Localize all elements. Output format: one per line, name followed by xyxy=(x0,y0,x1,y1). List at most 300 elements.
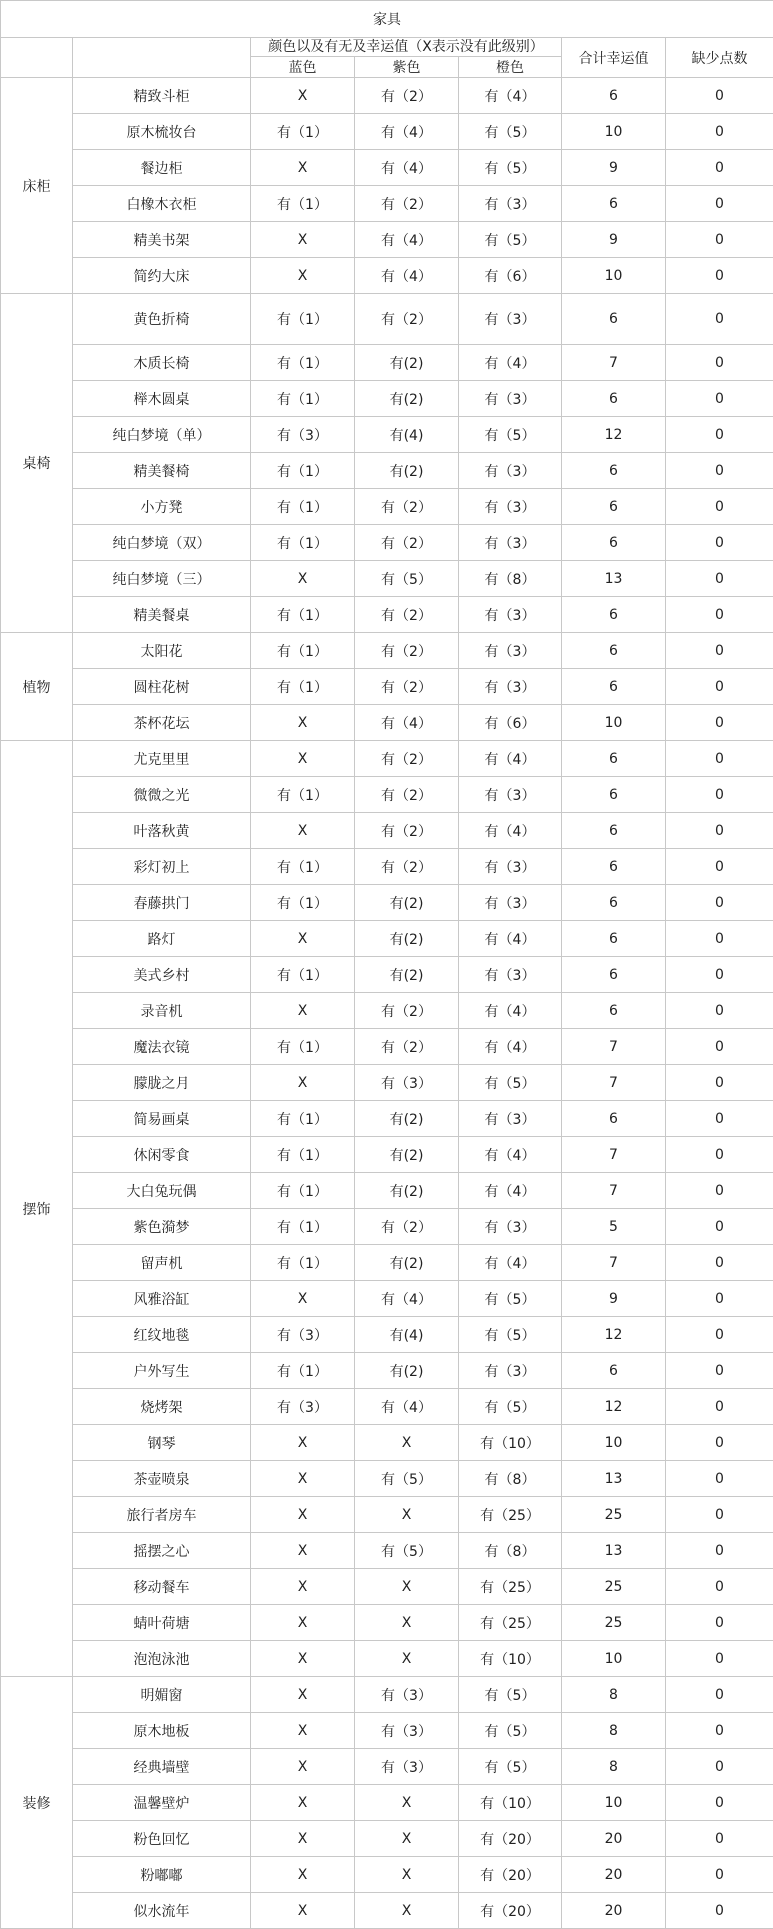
missing-cell: 0 xyxy=(666,705,773,741)
total-cell: 6 xyxy=(562,993,666,1029)
item-name-cell: 温馨壁炉 xyxy=(73,1785,251,1821)
orange-cell: 有（20） xyxy=(459,1821,562,1857)
missing-cell: 0 xyxy=(666,1353,773,1389)
purple-cell: 有(4) xyxy=(355,417,459,453)
blue-cell: X xyxy=(251,1713,355,1749)
orange-cell: 有（20） xyxy=(459,1857,562,1893)
blue-cell: X xyxy=(251,1497,355,1533)
total-cell: 20 xyxy=(562,1893,666,1929)
total-cell: 7 xyxy=(562,1173,666,1209)
table-row xyxy=(1,705,773,741)
orange-cell: 有（5） xyxy=(459,1281,562,1317)
blue-cell: X xyxy=(251,1893,355,1929)
item-name-cell: 红纹地毯 xyxy=(73,1317,251,1353)
item-name-cell: 彩灯初上 xyxy=(73,849,251,885)
item-name-cell: 风雅浴缸 xyxy=(73,1281,251,1317)
missing-cell: 0 xyxy=(666,921,773,957)
table-row xyxy=(1,669,773,705)
orange-cell: 有（3） xyxy=(459,489,562,525)
header-blank-category xyxy=(1,38,73,78)
orange-cell: 有（3） xyxy=(459,633,562,669)
orange-cell: 有（3） xyxy=(459,885,562,921)
orange-cell: 有（3） xyxy=(459,777,562,813)
header-missing: 缺少点数 xyxy=(666,38,773,78)
total-cell: 9 xyxy=(562,222,666,258)
item-name-cell: 留声机 xyxy=(73,1245,251,1281)
missing-cell: 0 xyxy=(666,1749,773,1785)
purple-cell: 有（4） xyxy=(355,258,459,294)
orange-cell: 有（8） xyxy=(459,1533,562,1569)
total-cell: 13 xyxy=(562,561,666,597)
total-cell: 25 xyxy=(562,1569,666,1605)
orange-cell: 有（3） xyxy=(459,525,562,561)
orange-cell: 有（3） xyxy=(459,957,562,993)
purple-cell: X xyxy=(355,1569,459,1605)
item-name-cell: 精美餐桌 xyxy=(73,597,251,633)
item-name-cell: 简易画桌 xyxy=(73,1101,251,1137)
purple-cell: 有（2） xyxy=(355,186,459,222)
missing-cell: 0 xyxy=(666,489,773,525)
table-row xyxy=(1,453,773,489)
item-name-cell: 餐边柜 xyxy=(73,150,251,186)
purple-cell: 有(4) xyxy=(355,1317,459,1353)
item-name-cell: 朦胧之月 xyxy=(73,1065,251,1101)
orange-cell: 有（3） xyxy=(459,669,562,705)
table-row xyxy=(1,258,773,294)
table-row xyxy=(1,633,773,669)
total-cell: 10 xyxy=(562,1641,666,1677)
total-cell: 6 xyxy=(562,849,666,885)
missing-cell: 0 xyxy=(666,1281,773,1317)
orange-cell: 有（5） xyxy=(459,1677,562,1713)
item-name-cell: 移动餐车 xyxy=(73,1569,251,1605)
table-row xyxy=(1,1605,773,1641)
purple-cell: 有（2） xyxy=(355,525,459,561)
item-name-cell: 纯白梦境（双） xyxy=(73,525,251,561)
blue-cell: 有（1） xyxy=(251,1137,355,1173)
table-row xyxy=(1,78,773,114)
item-name-cell: 白橡木衣柜 xyxy=(73,186,251,222)
item-name-cell: 木质长椅 xyxy=(73,345,251,381)
orange-cell: 有（8） xyxy=(459,1461,562,1497)
total-cell: 9 xyxy=(562,1281,666,1317)
purple-cell: 有（2） xyxy=(355,993,459,1029)
blue-cell: 有（1） xyxy=(251,114,355,150)
total-cell: 12 xyxy=(562,1317,666,1353)
purple-cell: 有（5） xyxy=(355,561,459,597)
table-row xyxy=(1,1173,773,1209)
orange-cell: 有（10） xyxy=(459,1425,562,1461)
missing-cell: 0 xyxy=(666,1137,773,1173)
purple-cell: X xyxy=(355,1857,459,1893)
blue-cell: X xyxy=(251,921,355,957)
blue-cell: 有（1） xyxy=(251,525,355,561)
item-name-cell: 原木梳妆台 xyxy=(73,114,251,150)
table-row xyxy=(1,525,773,561)
purple-cell: 有（2） xyxy=(355,741,459,777)
orange-cell: 有（8） xyxy=(459,561,562,597)
orange-cell: 有（4） xyxy=(459,78,562,114)
table-row xyxy=(1,294,773,345)
table-row xyxy=(1,957,773,993)
total-cell: 6 xyxy=(562,813,666,849)
blue-cell: X xyxy=(251,1569,355,1605)
table-row xyxy=(1,1569,773,1605)
table-row xyxy=(1,1713,773,1749)
total-cell: 7 xyxy=(562,1137,666,1173)
missing-cell: 0 xyxy=(666,78,773,114)
orange-cell: 有（3） xyxy=(459,186,562,222)
category-cell: 床柜 xyxy=(1,78,73,294)
purple-cell: 有（4） xyxy=(355,1281,459,1317)
item-name-cell: 纯白梦境（三） xyxy=(73,561,251,597)
item-name-cell: 精美书架 xyxy=(73,222,251,258)
table-row xyxy=(1,1101,773,1137)
item-name-cell: 烧烤架 xyxy=(73,1389,251,1425)
blue-cell: X xyxy=(251,1281,355,1317)
total-cell: 6 xyxy=(562,525,666,561)
blue-cell: 有（1） xyxy=(251,1173,355,1209)
orange-cell: 有（25） xyxy=(459,1569,562,1605)
blue-cell: 有（1） xyxy=(251,885,355,921)
total-cell: 7 xyxy=(562,345,666,381)
item-name-cell: 钢琴 xyxy=(73,1425,251,1461)
total-cell: 6 xyxy=(562,741,666,777)
purple-cell: 有(2) xyxy=(355,381,459,417)
purple-cell: X xyxy=(355,1641,459,1677)
table-row xyxy=(1,813,773,849)
item-name-cell: 似水流年 xyxy=(73,1893,251,1929)
item-name-cell: 明媚窗 xyxy=(73,1677,251,1713)
orange-cell: 有（3） xyxy=(459,294,562,345)
missing-cell: 0 xyxy=(666,1893,773,1929)
purple-cell: 有（2） xyxy=(355,633,459,669)
total-cell: 7 xyxy=(562,1029,666,1065)
table-row xyxy=(1,597,773,633)
purple-cell: 有（5） xyxy=(355,1533,459,1569)
item-name-cell: 大白兔玩偶 xyxy=(73,1173,251,1209)
blue-cell: X xyxy=(251,1065,355,1101)
missing-cell: 0 xyxy=(666,525,773,561)
total-cell: 6 xyxy=(562,597,666,633)
purple-cell: 有（2） xyxy=(355,597,459,633)
purple-cell: 有（2） xyxy=(355,294,459,345)
purple-cell: 有(2) xyxy=(355,1353,459,1389)
orange-cell: 有（3） xyxy=(459,849,562,885)
purple-cell: 有(2) xyxy=(355,885,459,921)
orange-cell: 有（4） xyxy=(459,813,562,849)
total-cell: 6 xyxy=(562,885,666,921)
blue-cell: 有（1） xyxy=(251,1029,355,1065)
total-cell: 8 xyxy=(562,1749,666,1785)
table-row xyxy=(1,1245,773,1281)
table-row xyxy=(1,1317,773,1353)
missing-cell: 0 xyxy=(666,1713,773,1749)
purple-cell: 有（4） xyxy=(355,150,459,186)
purple-cell: 有（4） xyxy=(355,222,459,258)
blue-cell: 有（1） xyxy=(251,1353,355,1389)
missing-cell: 0 xyxy=(666,186,773,222)
item-name-cell: 魔法衣镜 xyxy=(73,1029,251,1065)
total-cell: 10 xyxy=(562,258,666,294)
item-name-cell: 春藤拱门 xyxy=(73,885,251,921)
orange-cell: 有（3） xyxy=(459,1209,562,1245)
missing-cell: 0 xyxy=(666,1605,773,1641)
table-row xyxy=(1,114,773,150)
blue-cell: X xyxy=(251,258,355,294)
orange-cell: 有（6） xyxy=(459,705,562,741)
item-name-cell: 茶杯花坛 xyxy=(73,705,251,741)
item-name-cell: 休闲零食 xyxy=(73,1137,251,1173)
table-row xyxy=(1,1641,773,1677)
total-cell: 10 xyxy=(562,705,666,741)
orange-cell: 有（3） xyxy=(459,453,562,489)
blue-cell: X xyxy=(251,993,355,1029)
missing-cell: 0 xyxy=(666,417,773,453)
orange-cell: 有（3） xyxy=(459,1101,562,1137)
item-name-cell: 经典墙壁 xyxy=(73,1749,251,1785)
orange-cell: 有（4） xyxy=(459,741,562,777)
item-name-cell: 精美餐椅 xyxy=(73,453,251,489)
table-row xyxy=(1,1353,773,1389)
orange-cell: 有（5） xyxy=(459,222,562,258)
purple-cell: 有（5） xyxy=(355,1461,459,1497)
blue-cell: 有（1） xyxy=(251,633,355,669)
table-row xyxy=(1,1497,773,1533)
purple-cell: 有(2) xyxy=(355,957,459,993)
missing-cell: 0 xyxy=(666,222,773,258)
orange-cell: 有（4） xyxy=(459,1137,562,1173)
orange-cell: 有（10） xyxy=(459,1641,562,1677)
purple-cell: 有(2) xyxy=(355,1245,459,1281)
header-blank-name xyxy=(73,38,251,78)
missing-cell: 0 xyxy=(666,849,773,885)
table-row xyxy=(1,1857,773,1893)
total-cell: 12 xyxy=(562,1389,666,1425)
purple-cell: 有（3） xyxy=(355,1749,459,1785)
table-row xyxy=(1,1389,773,1425)
total-cell: 5 xyxy=(562,1209,666,1245)
purple-cell: 有（3） xyxy=(355,1713,459,1749)
table-row xyxy=(1,561,773,597)
orange-cell: 有（4） xyxy=(459,921,562,957)
item-name-cell: 小方凳 xyxy=(73,489,251,525)
item-name-cell: 美式乡村 xyxy=(73,957,251,993)
missing-cell: 0 xyxy=(666,1209,773,1245)
total-cell: 12 xyxy=(562,417,666,453)
table-row xyxy=(1,1065,773,1101)
purple-cell: 有（4） xyxy=(355,114,459,150)
missing-cell: 0 xyxy=(666,1533,773,1569)
total-cell: 6 xyxy=(562,777,666,813)
item-name-cell: 户外写生 xyxy=(73,1353,251,1389)
total-cell: 25 xyxy=(562,1497,666,1533)
table-row xyxy=(1,489,773,525)
orange-cell: 有（4） xyxy=(459,1245,562,1281)
item-name-cell: 叶落秋黄 xyxy=(73,813,251,849)
total-cell: 20 xyxy=(562,1857,666,1893)
total-cell: 6 xyxy=(562,957,666,993)
blue-cell: X xyxy=(251,705,355,741)
purple-cell: 有（2） xyxy=(355,1029,459,1065)
blue-cell: X xyxy=(251,1857,355,1893)
total-cell: 25 xyxy=(562,1605,666,1641)
total-cell: 13 xyxy=(562,1533,666,1569)
missing-cell: 0 xyxy=(666,1785,773,1821)
total-cell: 20 xyxy=(562,1821,666,1857)
missing-cell: 0 xyxy=(666,813,773,849)
total-cell: 6 xyxy=(562,489,666,525)
total-cell: 7 xyxy=(562,1065,666,1101)
purple-cell: 有(2) xyxy=(355,1173,459,1209)
table-row xyxy=(1,885,773,921)
table-row xyxy=(1,1677,773,1713)
orange-cell: 有（5） xyxy=(459,417,562,453)
table-row xyxy=(1,1461,773,1497)
item-name-cell: 纯白梦境（单） xyxy=(73,417,251,453)
missing-cell: 0 xyxy=(666,381,773,417)
item-name-cell: 录音机 xyxy=(73,993,251,1029)
purple-cell: 有(2) xyxy=(355,453,459,489)
total-cell: 6 xyxy=(562,78,666,114)
total-cell: 6 xyxy=(562,453,666,489)
total-cell: 6 xyxy=(562,1101,666,1137)
purple-cell: 有（3） xyxy=(355,1065,459,1101)
item-name-cell: 榉木圆桌 xyxy=(73,381,251,417)
table-row xyxy=(1,777,773,813)
purple-cell: 有（3） xyxy=(355,1677,459,1713)
orange-cell: 有（4） xyxy=(459,1029,562,1065)
total-cell: 8 xyxy=(562,1677,666,1713)
missing-cell: 0 xyxy=(666,1641,773,1677)
purple-cell: 有(2) xyxy=(355,1137,459,1173)
purple-cell: 有（2） xyxy=(355,78,459,114)
missing-cell: 0 xyxy=(666,1389,773,1425)
missing-cell: 0 xyxy=(666,294,773,345)
total-cell: 13 xyxy=(562,1461,666,1497)
orange-cell: 有（3） xyxy=(459,1353,562,1389)
total-cell: 6 xyxy=(562,186,666,222)
item-name-cell: 泡泡泳池 xyxy=(73,1641,251,1677)
missing-cell: 0 xyxy=(666,1677,773,1713)
table-row xyxy=(1,1893,773,1929)
missing-cell: 0 xyxy=(666,1245,773,1281)
missing-cell: 0 xyxy=(666,1065,773,1101)
blue-cell: X xyxy=(251,741,355,777)
orange-cell: 有（6） xyxy=(459,258,562,294)
blue-cell: 有（1） xyxy=(251,294,355,345)
missing-cell: 0 xyxy=(666,1857,773,1893)
orange-cell: 有（5） xyxy=(459,1065,562,1101)
missing-cell: 0 xyxy=(666,957,773,993)
orange-cell: 有（25） xyxy=(459,1497,562,1533)
table-row xyxy=(1,1785,773,1821)
blue-cell: X xyxy=(251,1425,355,1461)
missing-cell: 0 xyxy=(666,1569,773,1605)
table-row xyxy=(1,345,773,381)
blue-cell: 有（3） xyxy=(251,417,355,453)
blue-cell: 有（1） xyxy=(251,489,355,525)
orange-cell: 有（5） xyxy=(459,1749,562,1785)
missing-cell: 0 xyxy=(666,993,773,1029)
blue-cell: X xyxy=(251,1641,355,1677)
table-row xyxy=(1,186,773,222)
missing-cell: 0 xyxy=(666,345,773,381)
item-name-cell: 黄色折椅 xyxy=(73,294,251,345)
missing-cell: 0 xyxy=(666,1173,773,1209)
missing-cell: 0 xyxy=(666,885,773,921)
blue-cell: X xyxy=(251,1749,355,1785)
orange-cell: 有（20） xyxy=(459,1893,562,1929)
blue-cell: X xyxy=(251,561,355,597)
total-cell: 6 xyxy=(562,669,666,705)
header-purple: 紫色 xyxy=(355,57,459,78)
missing-cell: 0 xyxy=(666,114,773,150)
item-name-cell: 精致斗柜 xyxy=(73,78,251,114)
orange-cell: 有（4） xyxy=(459,1173,562,1209)
blue-cell: 有（3） xyxy=(251,1389,355,1425)
category-cell: 桌椅 xyxy=(1,294,73,633)
missing-cell: 0 xyxy=(666,561,773,597)
orange-cell: 有（5） xyxy=(459,1713,562,1749)
header-blue: 蓝色 xyxy=(251,57,355,78)
purple-cell: 有（2） xyxy=(355,1209,459,1245)
orange-cell: 有（5） xyxy=(459,114,562,150)
table-row xyxy=(1,741,773,777)
orange-cell: 有（4） xyxy=(459,345,562,381)
total-cell: 10 xyxy=(562,1785,666,1821)
blue-cell: 有（1） xyxy=(251,381,355,417)
missing-cell: 0 xyxy=(666,777,773,813)
total-cell: 10 xyxy=(562,114,666,150)
blue-cell: 有（1） xyxy=(251,597,355,633)
missing-cell: 0 xyxy=(666,1425,773,1461)
missing-cell: 0 xyxy=(666,597,773,633)
category-cell: 装修 xyxy=(1,1677,73,1929)
orange-cell: 有（25） xyxy=(459,1605,562,1641)
orange-cell: 有（4） xyxy=(459,993,562,1029)
purple-cell: 有（2） xyxy=(355,849,459,885)
table-row xyxy=(1,1281,773,1317)
purple-cell: X xyxy=(355,1605,459,1641)
blue-cell: X xyxy=(251,1821,355,1857)
orange-cell: 有（3） xyxy=(459,597,562,633)
item-name-cell: 尤克里里 xyxy=(73,741,251,777)
header-total: 合计幸运值 xyxy=(562,38,666,78)
blue-cell: 有（1） xyxy=(251,777,355,813)
table-row xyxy=(1,1749,773,1785)
table-row xyxy=(1,1821,773,1857)
blue-cell: X xyxy=(251,222,355,258)
orange-cell: 有（5） xyxy=(459,1389,562,1425)
total-cell: 8 xyxy=(562,1713,666,1749)
table-row xyxy=(1,921,773,957)
total-cell: 6 xyxy=(562,1353,666,1389)
orange-cell: 有（5） xyxy=(459,150,562,186)
category-cell: 摆饰 xyxy=(1,741,73,1677)
table-row xyxy=(1,222,773,258)
purple-cell: 有（2） xyxy=(355,489,459,525)
table-row xyxy=(1,849,773,885)
item-name-cell: 粉嘟嘟 xyxy=(73,1857,251,1893)
missing-cell: 0 xyxy=(666,669,773,705)
purple-cell: 有(2) xyxy=(355,345,459,381)
missing-cell: 0 xyxy=(666,258,773,294)
table-row xyxy=(1,1533,773,1569)
orange-cell: 有（3） xyxy=(459,381,562,417)
blue-cell: X xyxy=(251,1533,355,1569)
missing-cell: 0 xyxy=(666,741,773,777)
